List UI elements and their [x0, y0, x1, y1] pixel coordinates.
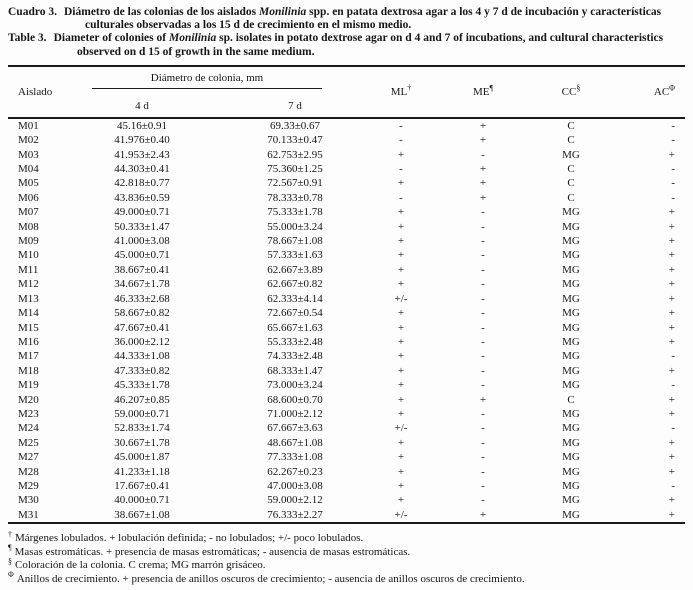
cell-ml: + — [397, 177, 405, 190]
footnote-marker-pilcrow: ¶ — [8, 543, 12, 553]
caption-spanish-text: Diámetro de las colonias de los aislados — [64, 6, 259, 18]
cell-ml: - — [399, 191, 403, 204]
cell-isolate: M25 — [18, 436, 39, 449]
cell-cc: MG — [562, 422, 580, 435]
table-row — [8, 234, 685, 248]
cell-me: - — [481, 307, 485, 320]
header-ml-footnote-marker: † — [407, 83, 412, 93]
cell-isolate: M05 — [18, 177, 39, 190]
cell-cc: C — [567, 134, 575, 147]
cell-me: + — [479, 163, 487, 176]
cell-diameter-4d: 45.000±1.87 — [114, 451, 170, 464]
cell-diameter-4d: 30.667±1.78 — [114, 436, 170, 449]
cell-ac: + — [668, 148, 676, 161]
cell-me: - — [481, 422, 485, 435]
cell-diameter-4d: 38.667±1.08 — [114, 508, 170, 521]
cell-isolate: M13 — [18, 292, 39, 305]
cell-me: - — [481, 436, 485, 449]
cell-ml: + — [397, 436, 405, 449]
cell-me: - — [481, 364, 485, 377]
cell-ac: - — [671, 134, 676, 147]
cell-cc: MG — [562, 379, 580, 392]
header-ml — [378, 66, 424, 118]
cell-cc: MG — [562, 321, 580, 334]
cell-ac: + — [668, 407, 676, 420]
cell-cc: MG — [562, 350, 580, 363]
header-me-label: ME — [472, 85, 490, 98]
header-me-footnote-marker: ¶ — [489, 83, 494, 93]
table-row — [8, 292, 685, 306]
header-cc-label: CC — [561, 85, 577, 98]
cell-diameter-7d: 72.667±0.54 — [267, 307, 323, 320]
cell-me: + — [479, 177, 487, 190]
cell-cc: MG — [562, 292, 580, 305]
cell-diameter-4d: 44.333±1.08 — [114, 350, 170, 363]
table-row — [8, 335, 685, 349]
cell-ac: + — [668, 436, 676, 449]
cell-ac: + — [668, 494, 676, 507]
cell-ac: + — [668, 249, 676, 262]
cell-diameter-7d: 78.667±1.08 — [267, 235, 323, 248]
table-row — [8, 364, 685, 378]
cell-diameter-4d: 58.667±0.82 — [114, 307, 170, 320]
cell-cc: MG — [562, 407, 580, 420]
cell-ml: + — [397, 465, 405, 478]
header-ac-footnote-marker: Φ — [669, 83, 676, 93]
cell-diameter-4d: 46.207±0.85 — [114, 393, 170, 406]
footnote-marker-dagger: † — [8, 529, 12, 539]
table-row — [8, 148, 685, 162]
caption-english — [8, 32, 685, 58]
cell-diameter-7d: 78.333±0.78 — [267, 191, 323, 204]
cell-ml: + — [397, 249, 405, 262]
cell-me: - — [481, 263, 485, 276]
cell-diameter-7d: 71.000±2.12 — [267, 407, 323, 420]
table-row — [8, 508, 685, 523]
footnote-text: Masas estromáticas. + presencia de masas estromáticas; - ausencia de masas estromáticas. — [14, 545, 411, 558]
cell-cc: MG — [562, 148, 580, 161]
cell-isolate: M10 — [18, 249, 39, 262]
cell-me: - — [481, 479, 485, 492]
cell-ac: + — [668, 307, 676, 320]
cell-diameter-4d: 41.953±2.43 — [114, 148, 170, 161]
table-row — [8, 205, 685, 219]
cell-diameter-7d: 62.753±2.95 — [267, 148, 323, 161]
cell-isolate: M18 — [18, 364, 39, 377]
cell-ac: + — [668, 292, 676, 305]
cell-diameter-7d: 62.333±4.14 — [267, 292, 323, 305]
cell-diameter-4d: 45.16±0.91 — [116, 119, 168, 132]
cell-isolate: M02 — [18, 134, 39, 147]
header-day4: 4 d — [135, 99, 149, 112]
cell-cc: MG — [562, 206, 580, 219]
table-header — [8, 66, 685, 118]
footnote-colony-color — [8, 556, 685, 572]
footnote-text: Coloración de la colonia. C crema; MG marrón grisáceo. — [15, 559, 266, 572]
cell-ml: + — [397, 321, 405, 334]
cell-diameter-7d: 62.667±0.82 — [267, 278, 323, 291]
cell-diameter-7d: 75.360±1.25 — [267, 163, 323, 176]
cell-diameter-4d: 41.976±0.40 — [114, 134, 170, 147]
cell-cc: C — [567, 177, 575, 190]
cell-ml: + — [397, 479, 405, 492]
cell-isolate: M12 — [18, 278, 39, 291]
cell-cc: MG — [562, 436, 580, 449]
caption-spanish-genus: Monilinia — [258, 6, 307, 18]
cell-isolate: M06 — [18, 191, 39, 204]
cell-diameter-7d: 62.667±3.89 — [267, 263, 323, 276]
cell-me: + — [479, 134, 487, 147]
cell-isolate: M24 — [18, 422, 39, 435]
cell-isolate: M19 — [18, 379, 39, 392]
cell-isolate: M04 — [18, 163, 39, 176]
cell-isolate: M07 — [18, 206, 39, 219]
table-row — [8, 378, 685, 392]
cell-diameter-4d: 41.233±1.18 — [114, 465, 170, 478]
cell-me: + — [479, 191, 487, 204]
cell-isolate: M15 — [18, 321, 39, 334]
table-row — [8, 450, 685, 464]
cell-ac: + — [668, 364, 676, 377]
cell-ac: + — [668, 220, 676, 233]
cell-diameter-7d: 55.333±2.48 — [267, 335, 323, 348]
cell-me: - — [481, 220, 485, 233]
cell-ml: + — [397, 407, 405, 420]
cell-ml: - — [399, 163, 403, 176]
cell-isolate: M11 — [18, 263, 39, 276]
table-row — [8, 263, 685, 277]
cell-me: - — [481, 249, 485, 262]
cell-me: - — [481, 465, 485, 478]
cell-ac: - — [671, 191, 676, 204]
cell-diameter-7d: 67.667±3.63 — [267, 422, 323, 435]
cell-me: - — [481, 451, 485, 464]
table-row — [8, 479, 685, 493]
cell-isolate: M31 — [18, 508, 39, 521]
footnote-text: Anillos de crecimiento. + presencia de anillos oscuros de crecimiento; - ausencia de anillos oscuros de crecimiento. — [16, 572, 525, 585]
table-row — [8, 133, 685, 147]
cell-diameter-4d: 46.333±2.68 — [114, 292, 170, 305]
cell-cc: C — [567, 191, 575, 204]
cell-cc: C — [567, 119, 575, 132]
cell-diameter-7d: 62.267±0.23 — [267, 465, 323, 478]
cell-diameter-4d: 52.833±1.74 — [114, 422, 170, 435]
cell-ml: +/- — [394, 292, 408, 305]
cell-ml: + — [397, 148, 405, 161]
diameter-group-rule — [92, 88, 322, 89]
header-isolate: Aislado — [18, 85, 53, 98]
cell-isolate: M09 — [18, 235, 39, 248]
cell-ml: + — [397, 206, 405, 219]
cell-isolate: M30 — [18, 494, 39, 507]
header-diameter-group-label: Diámetro de colonia, mm — [150, 72, 264, 85]
cell-me: - — [481, 494, 485, 507]
cell-diameter-7d: 77.333±1.08 — [267, 451, 323, 464]
cell-isolate: M03 — [18, 148, 39, 161]
cell-ac: - — [671, 479, 676, 492]
cell-diameter-4d: 42.818±0.77 — [114, 177, 170, 190]
cell-diameter-4d: 47.333±0.82 — [114, 364, 170, 377]
cell-me: - — [481, 292, 485, 305]
cell-diameter-7d: 48.667±1.08 — [267, 436, 323, 449]
cell-diameter-4d: 44.303±0.41 — [114, 163, 170, 176]
header-day7: 7 d — [288, 99, 302, 112]
cell-ml: + — [397, 278, 405, 291]
cell-ac: + — [668, 465, 676, 478]
cell-diameter-4d: 43.836±0.59 — [114, 191, 170, 204]
cell-cc: MG — [562, 249, 580, 262]
cell-me: - — [481, 335, 485, 348]
caption-english-label: Table 3. — [8, 32, 47, 45]
colony-diameter-table — [8, 65, 685, 524]
table-row — [8, 220, 685, 234]
cell-me: - — [481, 235, 485, 248]
cell-ml: + — [397, 364, 405, 377]
cell-diameter-7d: 47.000±3.08 — [267, 479, 323, 492]
cell-diameter-7d: 68.600±0.70 — [267, 393, 323, 406]
cell-ml: + — [397, 451, 405, 464]
cell-isolate: M08 — [18, 220, 39, 233]
cell-diameter-4d: 59.000±0.71 — [114, 407, 170, 420]
cell-ac: - — [671, 163, 676, 176]
cell-isolate: M01 — [18, 119, 39, 132]
cell-ac: - — [671, 350, 676, 363]
cell-me: - — [481, 350, 485, 363]
cell-cc: MG — [562, 220, 580, 233]
cell-ml: + — [397, 350, 405, 363]
table-row — [8, 118, 685, 133]
table-row — [8, 421, 685, 435]
cell-ml: +/- — [394, 508, 408, 521]
caption-spanish-text-after: spp. en patata dextrosa agar a los 4 y 7 d de incubación y características culturales observadas a los 15 d de crecimiento en el mismo medio. — [85, 6, 662, 32]
table-row — [8, 191, 685, 205]
footnote-growth-rings — [8, 570, 685, 586]
footnote-marker-section: § — [8, 556, 12, 566]
cell-ac: + — [668, 321, 676, 334]
cell-diameter-7d: 72.567±0.91 — [267, 177, 323, 190]
cell-ac: + — [668, 393, 676, 406]
cell-cc: MG — [562, 335, 580, 348]
header-cc — [542, 66, 600, 118]
cell-isolate: M16 — [18, 335, 39, 348]
cell-me: + — [479, 393, 487, 406]
cell-diameter-7d: 55.000±3.24 — [267, 220, 323, 233]
cell-cc: MG — [562, 494, 580, 507]
footnote-margins — [8, 529, 685, 545]
cell-diameter-7d: 75.333±1.78 — [267, 206, 323, 219]
cell-cc: MG — [562, 451, 580, 464]
cell-ac: + — [668, 263, 676, 276]
cell-diameter-7d: 70.133±0.47 — [267, 134, 323, 147]
cell-isolate: M17 — [18, 350, 39, 363]
cell-isolate: M28 — [18, 465, 39, 478]
cell-me: - — [481, 407, 485, 420]
table-row — [8, 393, 685, 407]
cell-isolate: M20 — [18, 393, 39, 406]
cell-me: - — [481, 148, 485, 161]
table-row — [8, 277, 685, 291]
cell-diameter-4d: 38.667±0.41 — [114, 263, 170, 276]
header-ml-label: ML — [390, 85, 408, 98]
cell-diameter-4d: 45.333±1.78 — [114, 379, 170, 392]
caption-english-genus: Monilinia — [168, 32, 217, 45]
table-row — [8, 436, 685, 450]
cell-diameter-4d: 49.000±0.71 — [114, 206, 170, 219]
cell-ac: - — [671, 119, 676, 132]
cell-diameter-4d: 36.000±2.12 — [114, 335, 170, 348]
cell-cc: MG — [562, 307, 580, 320]
cell-me: - — [481, 321, 485, 334]
table-body — [8, 118, 685, 523]
cell-diameter-4d: 45.000±0.71 — [114, 249, 170, 262]
caption-english-text: Diameter of colonies of — [53, 32, 169, 45]
cell-ml: + — [397, 335, 405, 348]
cell-cc: MG — [562, 364, 580, 377]
table-row — [8, 465, 685, 479]
table-row — [8, 248, 685, 262]
cell-isolate: M29 — [18, 479, 39, 492]
header-ac-label: AC — [653, 85, 670, 98]
cell-ac: + — [668, 206, 676, 219]
table-row — [8, 321, 685, 335]
caption-spanish-label: Cuadro 3. — [8, 6, 57, 18]
footnote-text: Márgenes lobulados. + lobulación definida; - no lobulados; +/- poco lobulados. — [15, 532, 364, 545]
cell-diameter-7d: 57.333±1.63 — [267, 249, 323, 262]
table-row — [8, 349, 685, 363]
cell-diameter-4d: 47.667±0.41 — [114, 321, 170, 334]
cell-ac: + — [668, 278, 676, 291]
cell-diameter-4d: 17.667±0.41 — [114, 479, 170, 492]
footnotes — [8, 529, 685, 585]
cell-diameter-7d: 76.333±2.27 — [267, 508, 323, 521]
caption-english-text-after: sp. isolates in potato dextrose agar on d 4 and 7 of incubations, and cultural characteristics observed on d 15 of growth in the same medium. — [77, 32, 664, 58]
cell-ml: - — [399, 119, 403, 132]
cell-ac: - — [671, 177, 676, 190]
caption-spanish — [8, 6, 685, 32]
cell-diameter-7d: 74.333±2.48 — [267, 350, 323, 363]
cell-ac: + — [668, 508, 676, 521]
cell-isolate: M14 — [18, 307, 39, 320]
table-row — [8, 493, 685, 507]
cell-diameter-4d: 50.333±1.47 — [114, 220, 170, 233]
header-ac — [600, 66, 685, 118]
cell-ml: +/- — [394, 422, 408, 435]
cell-ac: - — [671, 379, 676, 392]
cell-ac: + — [668, 451, 676, 464]
cell-me: + — [479, 119, 487, 132]
cell-isolate: M27 — [18, 451, 39, 464]
table-row — [8, 306, 685, 320]
table-row — [8, 162, 685, 176]
header-me — [424, 66, 542, 118]
header-cc-footnote-marker: § — [576, 83, 581, 93]
cell-me: - — [481, 278, 485, 291]
cell-ml: + — [397, 494, 405, 507]
cell-me: + — [479, 508, 487, 521]
cell-ac: + — [668, 335, 676, 348]
cell-ac: - — [671, 422, 676, 435]
cell-cc: C — [567, 393, 575, 406]
header-diameter-group — [72, 66, 378, 95]
cell-diameter-7d: 73.000±3.24 — [267, 379, 323, 392]
cell-cc: MG — [562, 235, 580, 248]
cell-ml: + — [397, 235, 405, 248]
cell-cc: C — [567, 163, 575, 176]
cell-diameter-7d: 59.000±2.12 — [267, 494, 323, 507]
cell-diameter-4d: 34.667±1.78 — [114, 278, 170, 291]
cell-diameter-7d: 69.33±0.67 — [269, 119, 321, 132]
table-row — [8, 176, 685, 190]
cell-ac: + — [668, 235, 676, 248]
cell-cc: MG — [562, 465, 580, 478]
cell-cc: MG — [562, 479, 580, 492]
cell-cc: MG — [562, 278, 580, 291]
cell-isolate: M23 — [18, 407, 39, 420]
cell-ml: + — [397, 379, 405, 392]
cell-diameter-4d: 40.000±0.71 — [114, 494, 170, 507]
footnote-marker-phi: Φ — [8, 570, 14, 580]
cell-ml: + — [397, 393, 405, 406]
cell-me: - — [481, 379, 485, 392]
cell-diameter-7d: 65.667±1.63 — [267, 321, 323, 334]
table-caption — [8, 6, 685, 59]
cell-cc: MG — [562, 508, 580, 521]
cell-ml: + — [397, 307, 405, 320]
footnote-stromatic-masses — [8, 543, 685, 559]
cell-ml: + — [397, 220, 405, 233]
cell-cc: MG — [562, 263, 580, 276]
cell-ml: - — [399, 134, 403, 147]
table-row — [8, 407, 685, 421]
cell-diameter-4d: 41.000±3.08 — [114, 235, 170, 248]
cell-me: - — [481, 206, 485, 219]
cell-diameter-7d: 68.333±1.47 — [267, 364, 323, 377]
cell-ml: + — [397, 263, 405, 276]
